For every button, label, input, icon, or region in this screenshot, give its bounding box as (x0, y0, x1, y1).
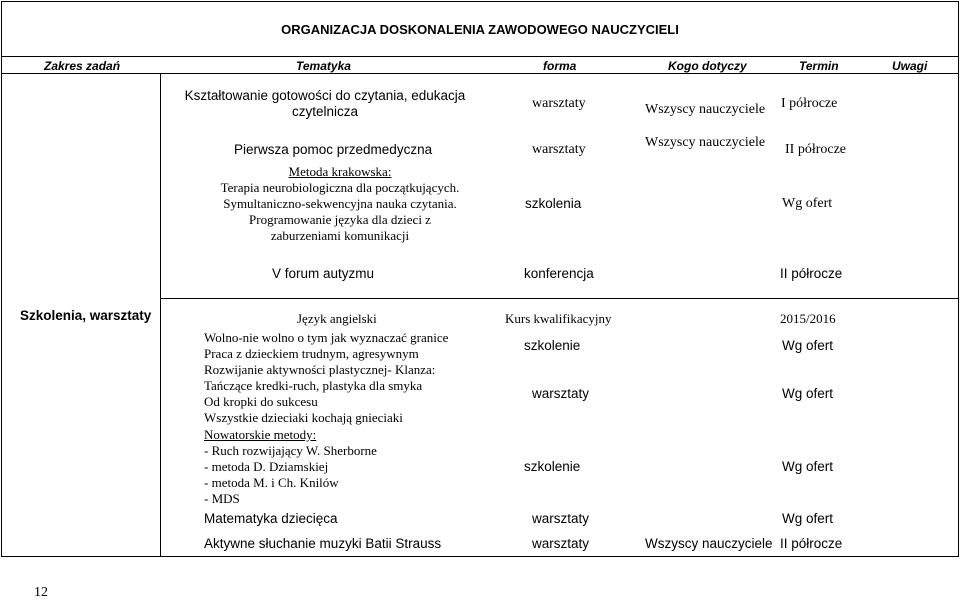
header-termin: Termin (799, 59, 839, 73)
border-right (958, 1, 959, 557)
row3-tematyka-line2: Terapia neurobiologiczna dla początkujących. (220, 180, 460, 195)
border-top (1, 1, 959, 2)
row2-tematyka: Pierwsza pomoc przedmedyczna (234, 142, 433, 157)
row8-tematyka-line4: - metoda M. i Ch. Knilów (204, 475, 339, 490)
title-divider (1, 56, 959, 57)
page-title: ORGANIZACJA DOSKONALENIA ZAWODOWEGO NAUCZYCIELI (281, 22, 679, 37)
row1-termin: I półrocze (781, 96, 838, 111)
row6-tematyka-line2: Praca z dzieckiem trudnym, agresywnym (204, 346, 419, 361)
row6-forma: szkolenie (524, 338, 581, 353)
row5-forma: Kurs kwalifikacyjny (505, 311, 612, 326)
section-divider (160, 298, 959, 299)
header-kogo: Kogo dotyczy (668, 59, 747, 73)
row2-termin: II półrocze (785, 142, 847, 157)
row7-tematyka-line2: Tańczące kredki-ruch, plastyka dla smyka (204, 378, 423, 393)
row2-forma: warsztaty (532, 142, 586, 157)
row10-tematyka: Aktywne słuchanie muzyki Batii Strauss (204, 536, 442, 551)
row3-tematyka-line4: Programowanie języka dla dzieci z (249, 212, 431, 227)
row6-tematyka-line1: Wolno-nie wolno o tym jak wyznaczać granice (204, 330, 449, 345)
row3-tematyka-line3: Symultaniczno-sekwencyjna nauka czytania. (223, 196, 457, 211)
row7-tematyka-line4: Wszystkie dzieciaki kochają gnieciaki (204, 410, 403, 425)
row2-kogo: Wszyscy nauczyciele (645, 135, 766, 150)
header-uwagi: Uwagi (892, 59, 928, 73)
row8-forma: szkolenie (524, 459, 581, 474)
row9-forma: warsztaty (532, 511, 590, 526)
section-zakres-label: Szkolenia, warsztaty (20, 308, 152, 323)
row1-tematyka-line2: czytelnicza (291, 104, 359, 119)
row7-forma: warsztaty (532, 386, 590, 401)
row8-tematyka-line3: - metoda D. Dziamskiej (204, 459, 329, 474)
row1-tematyka-line1: Kształtowanie gotowości do czytania, edukacja (184, 88, 466, 103)
row9-termin: Wg ofert (782, 511, 834, 526)
page-number: 12 (34, 585, 48, 600)
row5-termin: 2015/2016 (780, 311, 836, 326)
row9-tematyka: Matematyka dziecięca (204, 511, 338, 526)
row3-forma: szkolenia (525, 196, 582, 211)
row4-termin: II półrocze (780, 266, 843, 281)
header-forma: forma (543, 59, 577, 73)
border-bottom (1, 556, 959, 557)
row7-tematyka-line3: Od kropki do sukcesu (204, 394, 318, 409)
row10-termin: II półrocze (780, 536, 843, 551)
row8-tematyka-line1: Nowatorskie metody: (204, 427, 317, 442)
header-tematyka: Tematyka (296, 59, 351, 73)
row7-termin: Wg ofert (782, 386, 834, 401)
row1-forma: warsztaty (532, 96, 586, 111)
zakres-column-divider (160, 73, 161, 557)
row3-termin: Wg ofert (782, 196, 833, 211)
header-zakres: Zakres zadań (44, 59, 121, 73)
row5-tematyka: Język angielski (297, 311, 377, 326)
border-left (1, 1, 2, 557)
row1-kogo: Wszyscy nauczyciele (645, 102, 766, 117)
row8-termin: Wg ofert (782, 459, 834, 474)
row4-forma: konferencja (524, 266, 594, 281)
row10-kogo: Wszyscy nauczyciele (645, 536, 773, 551)
row8-tematyka-line5: - MDS (204, 491, 240, 506)
row7-tematyka-line1: Rozwijanie aktywności plastycznej- Klanza: (204, 362, 436, 377)
row8-tematyka-line2: - Ruch rozwijający W. Sherborne (204, 443, 377, 458)
row4-tematyka: V forum autyzmu (272, 266, 375, 281)
row3-tematyka-line5: zaburzeniami komunikacji (270, 228, 410, 243)
row3-tematyka-line1: Metoda krakowska: (288, 164, 392, 179)
row6-termin: Wg ofert (782, 338, 834, 353)
row10-forma: warsztaty (532, 536, 590, 551)
